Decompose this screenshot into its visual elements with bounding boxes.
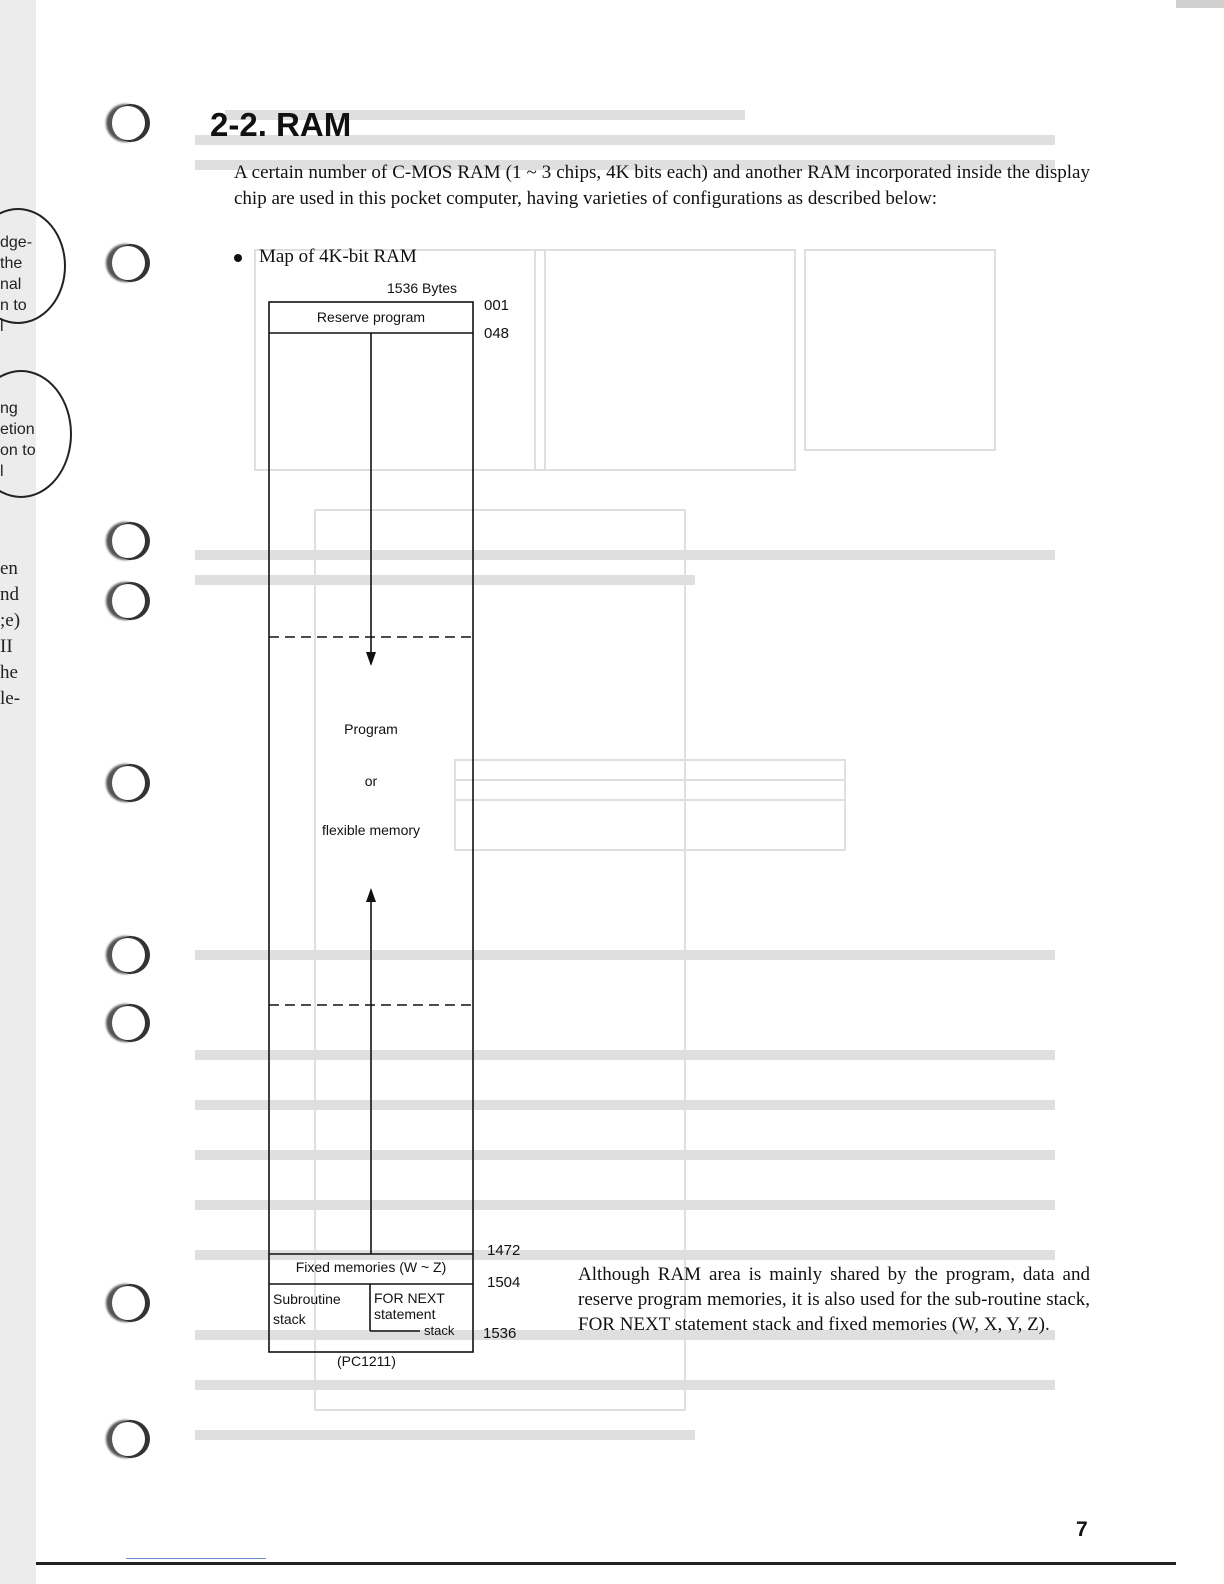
edge-fragment-1: dge- the nal n to l — [0, 234, 33, 335]
arrow-up-icon — [366, 888, 376, 902]
page-number: 7 — [1076, 1518, 1088, 1541]
edge-fragment-2: ng etion on to l — [0, 400, 36, 480]
address-1536: 1536 — [483, 1325, 517, 1342]
edge-fragment-3: en nd ;e) II he le- — [0, 558, 21, 709]
intro-paragraph: A certain number of C-MOS RAM (1 ~ 3 chips, 4K bits each) and another RAM incorporated inside the display chip are used in this pocket computer, having varieties of configurations as described below: — [234, 162, 1090, 209]
total-bytes-label: 1536 Bytes — [387, 280, 458, 296]
bottom-accent-rule — [126, 1558, 266, 1559]
for-next-stack-tail: stack — [424, 1323, 455, 1338]
or-label: or — [364, 773, 378, 789]
diagram-caption: (PC1211) — [337, 1353, 396, 1369]
bottom-rule — [36, 1562, 1176, 1565]
address-1504: 1504 — [487, 1274, 521, 1291]
side-paragraph: Although RAM area is mainly shared by the program, data and reserve program memories, it is also used for the sub-routine stack, FOR NEXT statement stack and fixed memories (W, X, Y, Z). — [578, 1264, 1090, 1335]
subroutine-stack-label: Subroutine stack — [273, 1291, 341, 1327]
fixed-memories-label: Fixed memories (W ~ Z) — [295, 1259, 447, 1275]
section-heading: 2-2. RAM — [210, 106, 352, 143]
for-next-label: FOR NEXT statement — [374, 1290, 445, 1322]
address-1472: 1472 — [487, 1242, 521, 1259]
flexible-memory-label: flexible memory — [321, 822, 421, 838]
bullet-label: Map of 4K-bit RAM — [259, 246, 417, 267]
arrow-down-icon — [366, 652, 376, 666]
address-048: 048 — [484, 325, 510, 342]
program-label: Program — [344, 721, 398, 737]
address-001: 001 — [484, 297, 510, 314]
reserve-program-label: Reserve program — [316, 309, 426, 325]
